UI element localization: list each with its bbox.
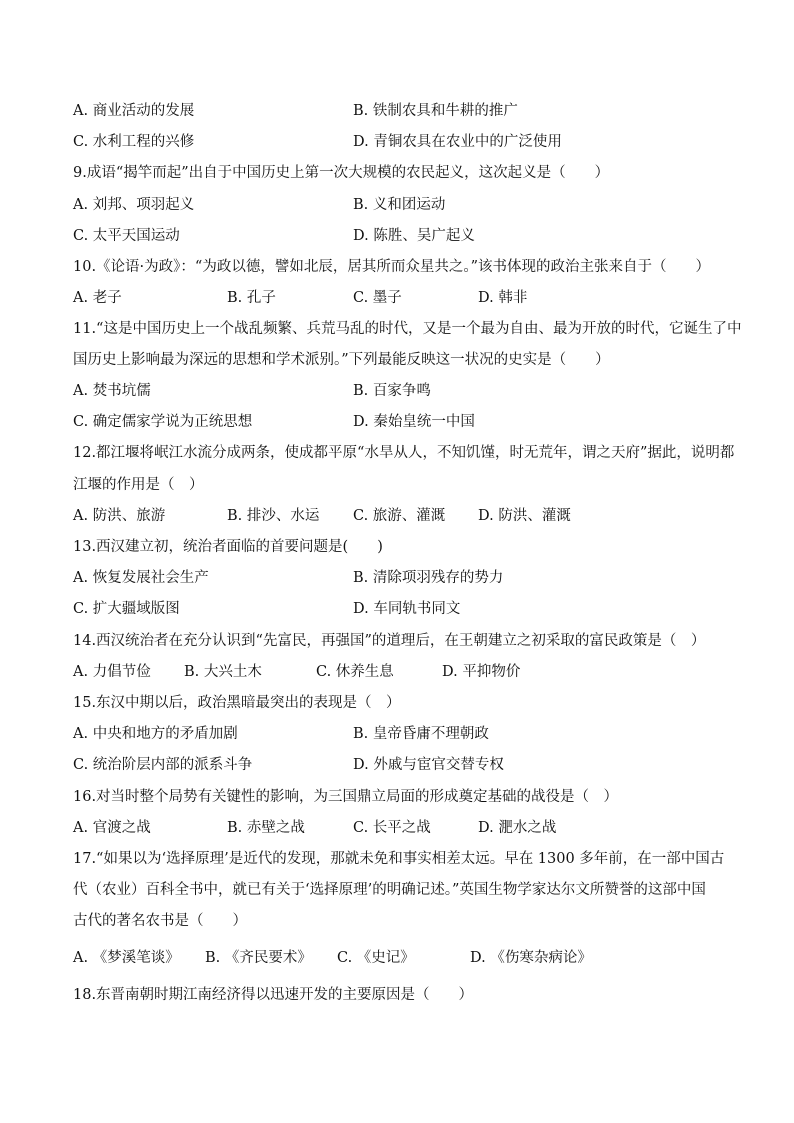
q14-option-d: D. 平抑物价 [442,664,521,680]
q10-stem: 10.《论语·为政》：“为政以德，譬如北辰，居其所而众星共之。”该书体现的政治主张来自于（ ） [73,259,710,275]
q16-option-c: C. 长平之战 [353,820,431,836]
q15-option-b: B. 皇帝昏庸不理朝政 [353,726,489,742]
q9-stem: 9.成语“揭竿而起”出自于中国历史上第一次大规模的农民起义，这次起义是（ ） [73,165,610,181]
q11-option-a: A. 焚书坑儒 [73,383,151,399]
q13-option-c: C. 扩大疆域版图 [73,601,180,617]
q11-option-d: D. 秦始皇统一中国 [353,414,475,430]
q8-option-b: B. 铁制农具和牛耕的推广 [353,103,518,119]
q16-option-a: A. 官渡之战 [73,820,151,836]
q10-option-a: A. 老子 [73,290,122,306]
q15-option-c: C. 统治阶层内部的派系斗争 [73,757,253,773]
q9-option-d: D. 陈胜、吴广起义 [353,228,475,244]
q10-option-d: D. 韩非 [478,290,528,306]
q10-option-b: B. 孔子 [227,290,276,306]
q10-option-c: C. 墨子 [353,290,402,306]
q17-option-c: C. 《史记》 [337,950,415,966]
q8-option-c: C. 水利工程的兴修 [73,134,195,150]
q16-option-b: B. 赤壁之战 [227,820,305,836]
q15-stem: 15.东汉中期以后，政治黑暗最突出的表现是（ ） [73,695,401,711]
q12-stem-line-2: 江堰的作用是（ ） [73,477,204,493]
q11-stem-line-2: 国历史上影响最为深远的思想和学术派别。”下列最能反映这一状况的史实是（ ） [73,352,610,368]
q17-option-b: B. 《齐民要术》 [205,950,312,966]
q9-option-c: C. 太平天国运动 [73,228,180,244]
q13-option-a: A. 恢复发展社会生产 [73,570,209,586]
q8-option-a: A. 商业活动的发展 [73,103,195,119]
q9-option-a: A. 刘邦、项羽起义 [73,197,195,213]
q17-option-a: A. 《梦溪笔谈》 [73,950,180,966]
q11-option-b: B. 百家争鸣 [353,383,431,399]
q17-stem-line-2: 代（农业）百科全书中，就已有关于‘选择原理’的明确记述。”英国生物学家达尔文所赞誉的这部中国 [73,882,706,898]
q13-stem: 13.西汉建立初，统治者面临的首要问题是( ) [73,539,383,555]
q18-stem: 18.东晋南朝时期江南经济得以迅速开发的主要原因是（ ） [73,987,474,1003]
q11-stem-line-1: 11.“这是中国历史上一个战乱频繁、兵荒马乱的时代，又是一个最为自由、最为开放的时代，它诞生了中 [73,321,742,337]
q13-option-b: B. 清除项羽残存的势力 [353,570,504,586]
q13-option-d: D. 车同轨书同文 [353,601,461,617]
q15-option-d: D. 外戚与宦官交替专权 [353,757,504,773]
q12-option-d: D. 防洪、灌溉 [478,508,571,524]
q14-option-c: C. 休养生息 [316,664,394,680]
q16-stem: 16.对当时整个局势有关键性的影响，为三国鼎立局面的形成奠定基础的战役是（ ） [73,789,619,805]
q11-option-c: C. 确定儒家学说为正统思想 [73,414,253,430]
q14-stem: 14.西汉统治者在充分认识到“先富民，再强国”的道理后，在王朝建立之初采取的富民政策是（ ） [73,633,706,649]
q14-option-a: A. 力倡节俭 [73,664,151,680]
q12-option-c: C. 旅游、灌溉 [353,508,446,524]
q9-option-b: B. 义和团运动 [353,197,446,213]
q16-option-d: D. 淝水之战 [478,820,557,836]
q15-option-a: A. 中央和地方的矛盾加剧 [73,726,238,742]
q17-stem-line-3: 古代的著名农书是（ ） [73,913,247,929]
q12-option-b: B. 排沙、水运 [227,508,320,524]
q8-option-d: D. 青铜农具在农业中的广泛使用 [353,134,562,150]
q12-option-a: A. 防洪、旅游 [73,508,166,524]
q17-option-d: D. 《伤寒杂病论》 [470,950,592,966]
q12-stem-line-1: 12.都江堰将岷江水流分成两条，使成都平原“水旱从人，不知饥馑，时无荒年，谓之天府”据此，说明都 [73,445,735,461]
q14-option-b: B. 大兴土木 [184,664,262,680]
q17-stem-line-1: 17.“如果以为‘选择原理’是近代的发现，那就未免和事实相差太远。早在 1300 多年前，在一部中国古 [73,851,725,867]
